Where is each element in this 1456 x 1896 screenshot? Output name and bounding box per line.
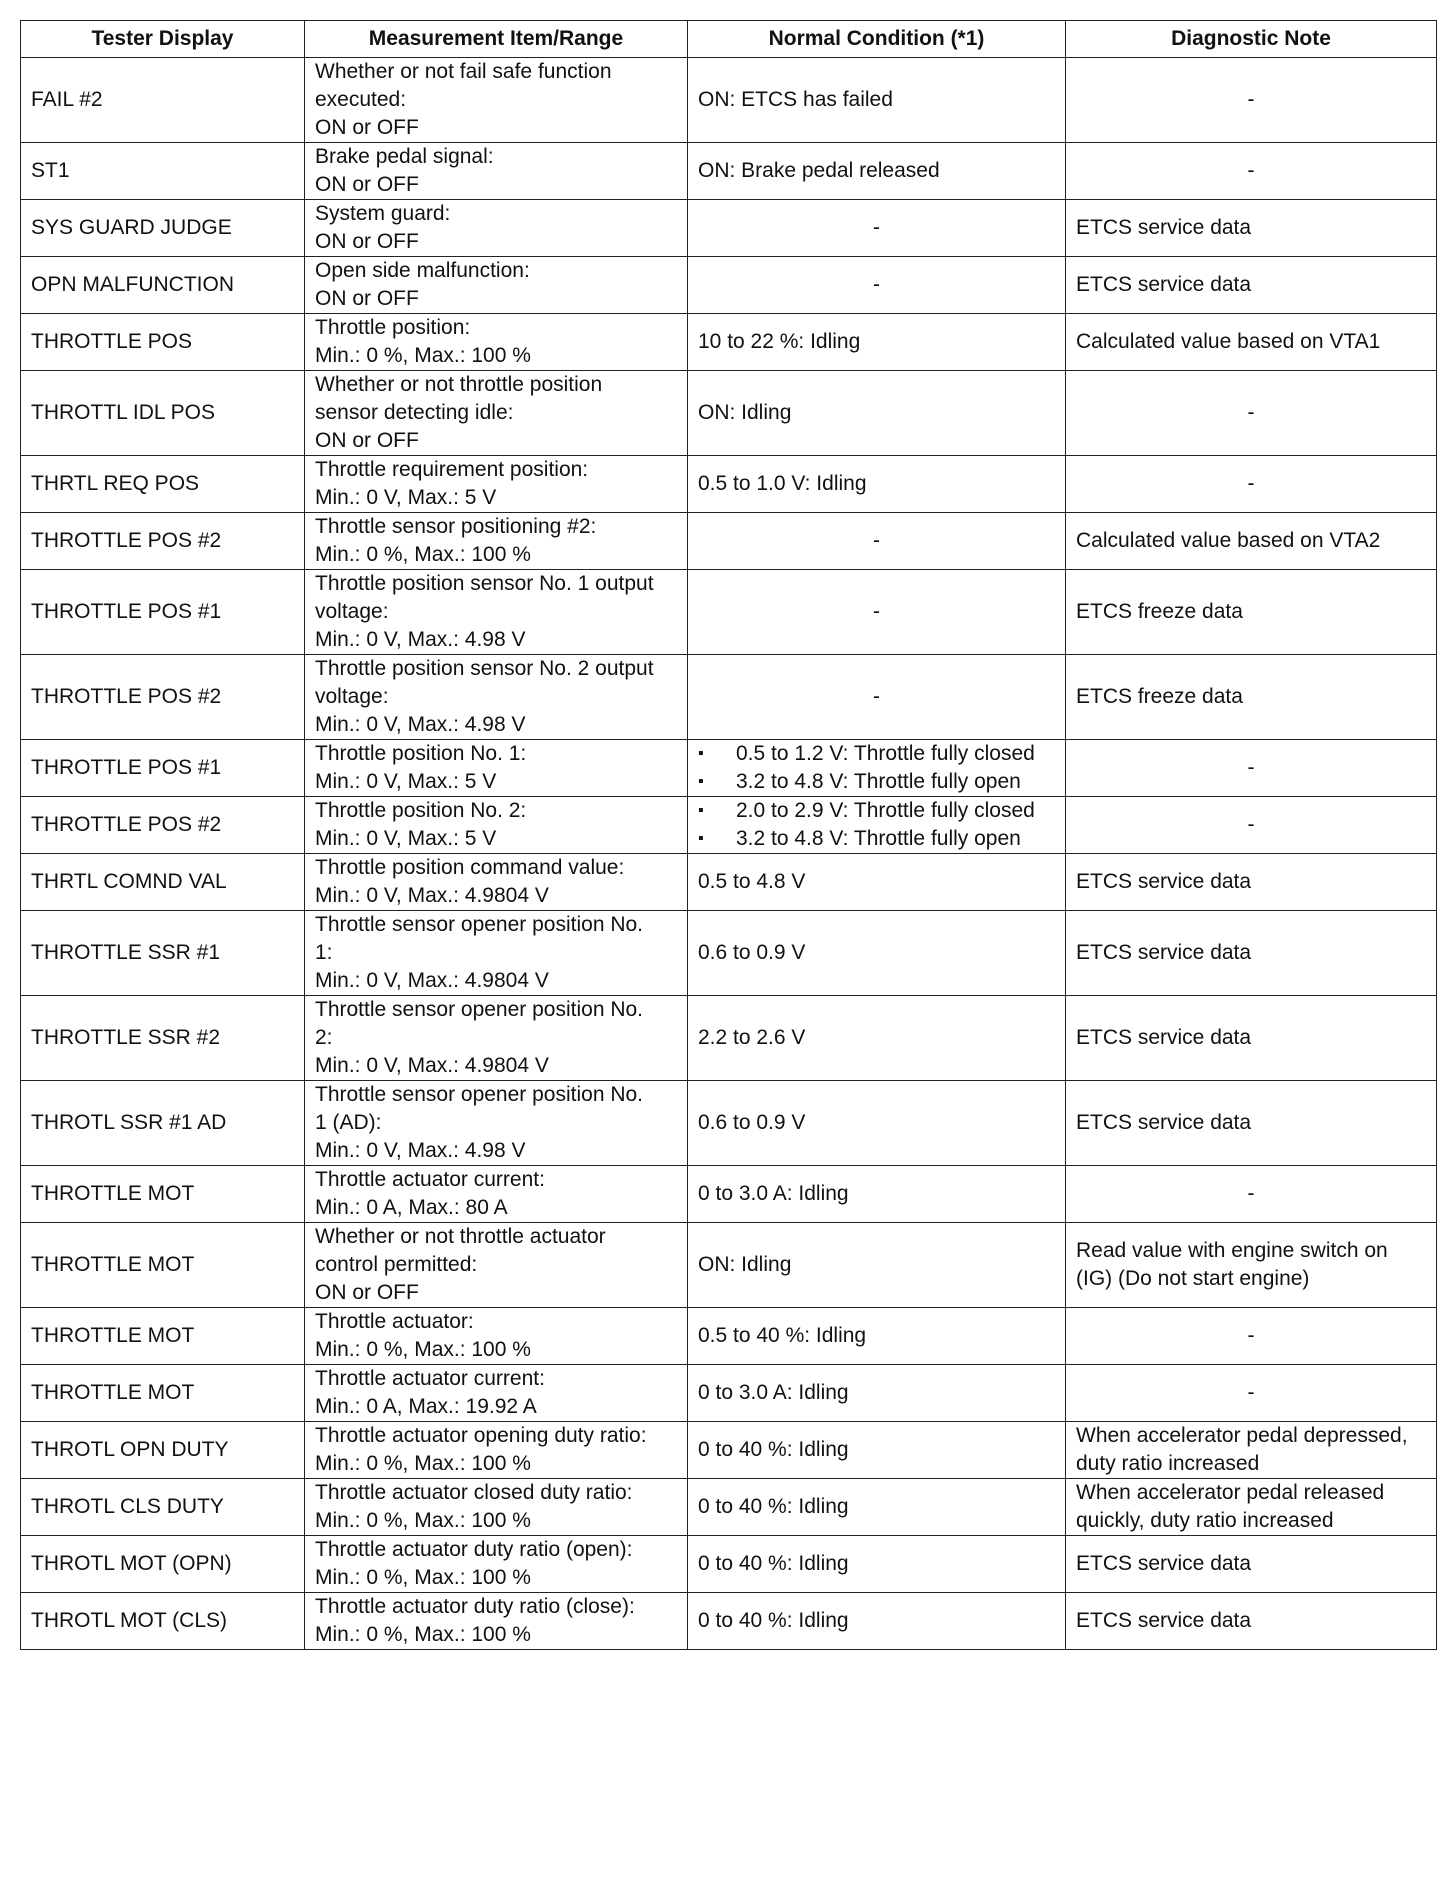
- cell-tester-display: OPN MALFUNCTION: [21, 257, 305, 314]
- cell-normal-condition: ON: Idling: [688, 1223, 1066, 1308]
- cell-diagnostic-note: -: [1066, 1365, 1437, 1422]
- cell-diagnostic-note: ETCS service data: [1066, 911, 1437, 996]
- cell-tester-display: THROTTL IDL POS: [21, 371, 305, 456]
- cell-diagnostic-note: ETCS service data: [1066, 257, 1437, 314]
- cell-tester-display: THROTTLE POS #1: [21, 570, 305, 655]
- cell-measurement-item: Throttle position command value: Min.: 0 V, Max.: 4.9804 V: [305, 854, 688, 911]
- normal-condition-bullet: ▪ 3.2 to 4.8 V: Throttle fully open: [698, 825, 1055, 853]
- cell-normal-condition: -: [688, 200, 1066, 257]
- table-row: [21, 854, 1437, 911]
- cell-measurement-item: Throttle sensor opener position No. 1 (AD): Min.: 0 V, Max.: 4.98 V: [305, 1081, 688, 1166]
- header-row: [21, 21, 1437, 58]
- cell-measurement-item: Throttle position: Min.: 0 %, Max.: 100 %: [305, 314, 688, 371]
- cell-normal-condition: [688, 797, 1066, 854]
- cell-tester-display: THROTTLE POS #1: [21, 740, 305, 797]
- table-row: [21, 371, 1437, 456]
- cell-tester-display: FAIL #2: [21, 58, 305, 143]
- cell-normal-condition: ON: Brake pedal released: [688, 143, 1066, 200]
- cell-measurement-item: Throttle actuator closed duty ratio: Min.: 0 %, Max.: 100 %: [305, 1479, 688, 1536]
- cell-tester-display: THROTTLE MOT: [21, 1365, 305, 1422]
- cell-normal-condition: 0 to 3.0 A: Idling: [688, 1166, 1066, 1223]
- cell-measurement-item: Brake pedal signal: ON or OFF: [305, 143, 688, 200]
- cell-measurement-item: Throttle sensor positioning #2: Min.: 0 %, Max.: 100 %: [305, 513, 688, 570]
- cell-tester-display: THROTTLE POS #2: [21, 655, 305, 740]
- table-header: [21, 21, 1437, 58]
- table-row: [21, 1081, 1437, 1166]
- cell-measurement-item: Throttle requirement position: Min.: 0 V, Max.: 5 V: [305, 456, 688, 513]
- cell-diagnostic-note: -: [1066, 797, 1437, 854]
- table-row: [21, 143, 1437, 200]
- table-row: [21, 257, 1437, 314]
- cell-measurement-item: Throttle actuator current: Min.: 0 A, Max.: 80 A: [305, 1166, 688, 1223]
- cell-tester-display: ST1: [21, 143, 305, 200]
- cell-measurement-item: Throttle position No. 2: Min.: 0 V, Max.: 5 V: [305, 797, 688, 854]
- cell-normal-condition: 0.6 to 0.9 V: [688, 911, 1066, 996]
- cell-diagnostic-note: -: [1066, 1308, 1437, 1365]
- table-row: [21, 996, 1437, 1081]
- normal-condition-bullet: ▪ 2.0 to 2.9 V: Throttle fully closed: [698, 797, 1055, 825]
- table-row: [21, 58, 1437, 143]
- table-body: [21, 58, 1437, 1650]
- cell-tester-display: THROTTLE SSR #2: [21, 996, 305, 1081]
- cell-tester-display: THROTL SSR #1 AD: [21, 1081, 305, 1166]
- cell-diagnostic-note: -: [1066, 371, 1437, 456]
- cell-normal-condition: ON: ETCS has failed: [688, 58, 1066, 143]
- cell-tester-display: THROTTLE SSR #1: [21, 911, 305, 996]
- cell-diagnostic-note: -: [1066, 740, 1437, 797]
- cell-normal-condition: -: [688, 655, 1066, 740]
- cell-tester-display: THRTL COMND VAL: [21, 854, 305, 911]
- cell-diagnostic-note: When accelerator pedal released quickly, duty ratio increased: [1066, 1479, 1437, 1536]
- cell-measurement-item: Throttle actuator current: Min.: 0 A, Max.: 19.92 A: [305, 1365, 688, 1422]
- table-row: [21, 200, 1437, 257]
- cell-measurement-item: Throttle actuator opening duty ratio: Min.: 0 %, Max.: 100 %: [305, 1422, 688, 1479]
- table-row: [21, 797, 1437, 854]
- table-row: [21, 314, 1437, 371]
- cell-diagnostic-note: ETCS service data: [1066, 200, 1437, 257]
- data-list-table: [20, 20, 1437, 1650]
- cell-normal-condition: 0.5 to 4.8 V: [688, 854, 1066, 911]
- cell-tester-display: THROTTLE POS #2: [21, 797, 305, 854]
- cell-normal-condition: [688, 740, 1066, 797]
- table-row: [21, 655, 1437, 740]
- header-diagnostic-note: Diagnostic Note: [1066, 21, 1437, 58]
- cell-diagnostic-note: Read value with engine switch on (IG) (Do not start engine): [1066, 1223, 1437, 1308]
- cell-measurement-item: Throttle sensor opener position No. 2: Min.: 0 V, Max.: 4.9804 V: [305, 996, 688, 1081]
- cell-measurement-item: Whether or not throttle position sensor detecting idle: ON or OFF: [305, 371, 688, 456]
- cell-measurement-item: Whether or not fail safe function executed: ON or OFF: [305, 58, 688, 143]
- table-row: [21, 1308, 1437, 1365]
- cell-tester-display: THROTTLE MOT: [21, 1223, 305, 1308]
- cell-normal-condition: 0.6 to 0.9 V: [688, 1081, 1066, 1166]
- cell-diagnostic-note: ETCS freeze data: [1066, 655, 1437, 740]
- cell-normal-condition: 0 to 40 %: Idling: [688, 1479, 1066, 1536]
- table-row: [21, 456, 1437, 513]
- table-row: [21, 1422, 1437, 1479]
- table-row: [21, 1536, 1437, 1593]
- cell-normal-condition: 0 to 3.0 A: Idling: [688, 1365, 1066, 1422]
- cell-tester-display: SYS GUARD JUDGE: [21, 200, 305, 257]
- cell-measurement-item: Whether or not throttle actuator control permitted: ON or OFF: [305, 1223, 688, 1308]
- normal-condition-list: [698, 797, 1055, 853]
- table-row: [21, 570, 1437, 655]
- cell-diagnostic-note: When accelerator pedal depressed, duty ratio increased: [1066, 1422, 1437, 1479]
- cell-normal-condition: 2.2 to 2.6 V: [688, 996, 1066, 1081]
- header-measurement-item: Measurement Item/Range: [305, 21, 688, 58]
- cell-diagnostic-note: Calculated value based on VTA2: [1066, 513, 1437, 570]
- cell-tester-display: THROTL MOT (OPN): [21, 1536, 305, 1593]
- cell-normal-condition: ON: Idling: [688, 371, 1066, 456]
- table-row: [21, 513, 1437, 570]
- cell-tester-display: THROTL CLS DUTY: [21, 1479, 305, 1536]
- cell-normal-condition: -: [688, 513, 1066, 570]
- cell-diagnostic-note: -: [1066, 1166, 1437, 1223]
- header-tester-display: Tester Display: [21, 21, 305, 58]
- cell-normal-condition: 0 to 40 %: Idling: [688, 1422, 1066, 1479]
- table-row: [21, 740, 1437, 797]
- cell-normal-condition: 0.5 to 1.0 V: Idling: [688, 456, 1066, 513]
- table-row: [21, 1479, 1437, 1536]
- cell-measurement-item: Throttle position sensor No. 2 output voltage: Min.: 0 V, Max.: 4.98 V: [305, 655, 688, 740]
- table-row: [21, 1223, 1437, 1308]
- cell-diagnostic-note: -: [1066, 456, 1437, 513]
- cell-diagnostic-note: -: [1066, 58, 1437, 143]
- cell-measurement-item: Throttle position No. 1: Min.: 0 V, Max.: 5 V: [305, 740, 688, 797]
- cell-measurement-item: Throttle sensor opener position No. 1: Min.: 0 V, Max.: 4.9804 V: [305, 911, 688, 996]
- cell-diagnostic-note: ETCS freeze data: [1066, 570, 1437, 655]
- cell-tester-display: THROTL OPN DUTY: [21, 1422, 305, 1479]
- cell-measurement-item: System guard: ON or OFF: [305, 200, 688, 257]
- cell-normal-condition: 0 to 40 %: Idling: [688, 1536, 1066, 1593]
- cell-tester-display: THROTTLE MOT: [21, 1308, 305, 1365]
- cell-tester-display: THROTTLE POS #2: [21, 513, 305, 570]
- cell-normal-condition: 10 to 22 %: Idling: [688, 314, 1066, 371]
- cell-tester-display: THRTL REQ POS: [21, 456, 305, 513]
- table-row: [21, 1593, 1437, 1650]
- cell-normal-condition: -: [688, 570, 1066, 655]
- normal-condition-list: [698, 740, 1055, 796]
- cell-normal-condition: 0.5 to 40 %: Idling: [688, 1308, 1066, 1365]
- header-normal-condition: Normal Condition (*1): [688, 21, 1066, 58]
- cell-diagnostic-note: Calculated value based on VTA1: [1066, 314, 1437, 371]
- cell-normal-condition: -: [688, 257, 1066, 314]
- cell-diagnostic-note: ETCS service data: [1066, 996, 1437, 1081]
- table-row: [21, 911, 1437, 996]
- cell-measurement-item: Open side malfunction: ON or OFF: [305, 257, 688, 314]
- cell-normal-condition: 0 to 40 %: Idling: [688, 1593, 1066, 1650]
- cell-tester-display: THROTL MOT (CLS): [21, 1593, 305, 1650]
- cell-measurement-item: Throttle actuator duty ratio (open): Min.: 0 %, Max.: 100 %: [305, 1536, 688, 1593]
- cell-tester-display: THROTTLE POS: [21, 314, 305, 371]
- cell-diagnostic-note: -: [1066, 143, 1437, 200]
- cell-measurement-item: Throttle position sensor No. 1 output voltage: Min.: 0 V, Max.: 4.98 V: [305, 570, 688, 655]
- cell-measurement-item: Throttle actuator: Min.: 0 %, Max.: 100 %: [305, 1308, 688, 1365]
- table-row: [21, 1166, 1437, 1223]
- cell-diagnostic-note: ETCS service data: [1066, 1536, 1437, 1593]
- cell-diagnostic-note: ETCS service data: [1066, 1081, 1437, 1166]
- table-row: [21, 1365, 1437, 1422]
- normal-condition-bullet: ▪ 0.5 to 1.2 V: Throttle fully closed: [698, 740, 1055, 768]
- cell-measurement-item: Throttle actuator duty ratio (close): Min.: 0 %, Max.: 100 %: [305, 1593, 688, 1650]
- normal-condition-bullet: ▪ 3.2 to 4.8 V: Throttle fully open: [698, 768, 1055, 796]
- cell-diagnostic-note: ETCS service data: [1066, 854, 1437, 911]
- cell-tester-display: THROTTLE MOT: [21, 1166, 305, 1223]
- cell-diagnostic-note: ETCS service data: [1066, 1593, 1437, 1650]
